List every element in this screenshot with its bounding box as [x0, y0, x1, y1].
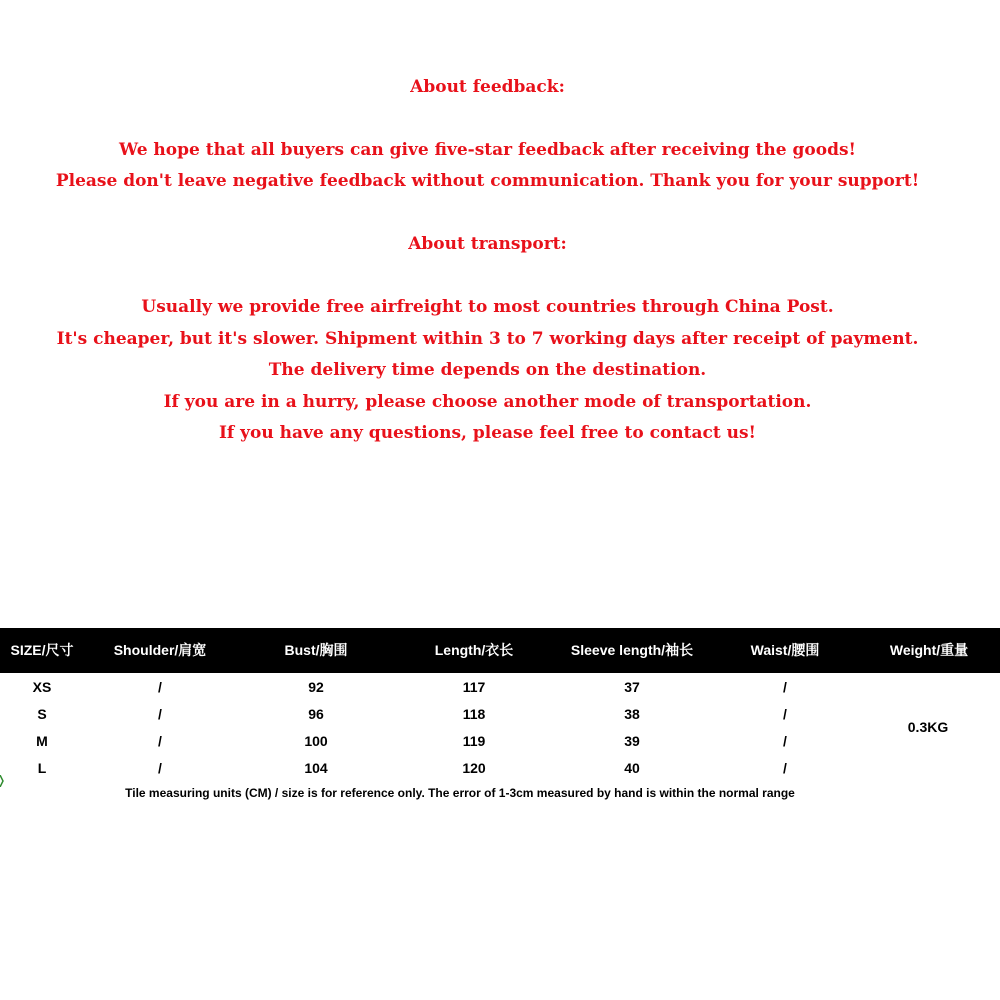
transport-heading: About transport: — [408, 234, 567, 254]
table-header — [0, 628, 1000, 673]
shoulder-cell: / — [158, 706, 162, 722]
transport-line: Usually we provide free airfreight to most countries through China Post. — [141, 297, 834, 317]
length-cell: 118 — [462, 706, 486, 722]
waist-cell: / — [783, 760, 787, 776]
header-waist: Waist/腰围 — [750, 642, 820, 658]
table-row — [0, 674, 1000, 701]
size-cell: L — [37, 760, 47, 776]
length-cell: 117 — [462, 679, 486, 695]
transport-line: If you are in a hurry, please choose another mode of transportation. — [163, 392, 812, 412]
transport-line: It's cheaper, but it's slower. Shipment within 3 to 7 working days after receipt of payment. — [56, 329, 919, 349]
feedback-heading: About feedback: — [410, 77, 565, 97]
transport-line: If you have any questions, please feel free to contact us! — [218, 423, 757, 443]
table-row — [0, 701, 1000, 728]
sleeve-cell: 37 — [624, 679, 640, 695]
table-row — [0, 728, 1000, 755]
header-shoulder: Shoulder/肩宽 — [113, 642, 207, 658]
feedback-line: We hope that all buyers can give five-star feedback after receiving the goods! — [118, 140, 856, 160]
waist-cell: / — [783, 679, 787, 695]
header-weight: Weight/重量 — [889, 642, 969, 658]
waist-cell: / — [783, 733, 787, 749]
sleeve-cell: 38 — [624, 706, 640, 722]
header-length: Length/衣长 — [434, 642, 514, 658]
feedback-line: Please don't leave negative feedback without communication. Thank you for your support! — [55, 171, 920, 191]
transport-line: The delivery time depends on the destination. — [268, 360, 707, 380]
edge-mark-decoration — [0, 775, 4, 787]
bust-cell: 92 — [308, 679, 324, 695]
shoulder-cell: / — [158, 733, 162, 749]
length-cell: 120 — [462, 760, 486, 776]
waist-cell: / — [783, 706, 787, 722]
shoulder-cell: / — [158, 679, 162, 695]
length-cell: 119 — [462, 733, 486, 749]
size-cell: M — [36, 733, 48, 749]
sleeve-cell: 39 — [624, 733, 640, 749]
sleeve-cell: 40 — [624, 760, 640, 776]
table-row — [0, 755, 1000, 782]
measurement-note: Tile measuring units (CM) / size is for reference only. The error of 1-3cm measured by hand is within the normal range — [125, 786, 795, 800]
bust-cell: 100 — [304, 733, 328, 749]
bust-cell: 96 — [308, 706, 324, 722]
header-bust: Bust/胸围 — [284, 642, 348, 658]
shoulder-cell: / — [158, 760, 162, 776]
header-size: SIZE/尺寸 — [10, 642, 74, 658]
header-sleeve-length: Sleeve length/袖长 — [570, 642, 694, 658]
bust-cell: 104 — [304, 760, 328, 776]
size-cell: S — [37, 706, 47, 722]
weight-cell: 0.3KG — [907, 719, 949, 735]
size-cell: XS — [32, 679, 52, 695]
